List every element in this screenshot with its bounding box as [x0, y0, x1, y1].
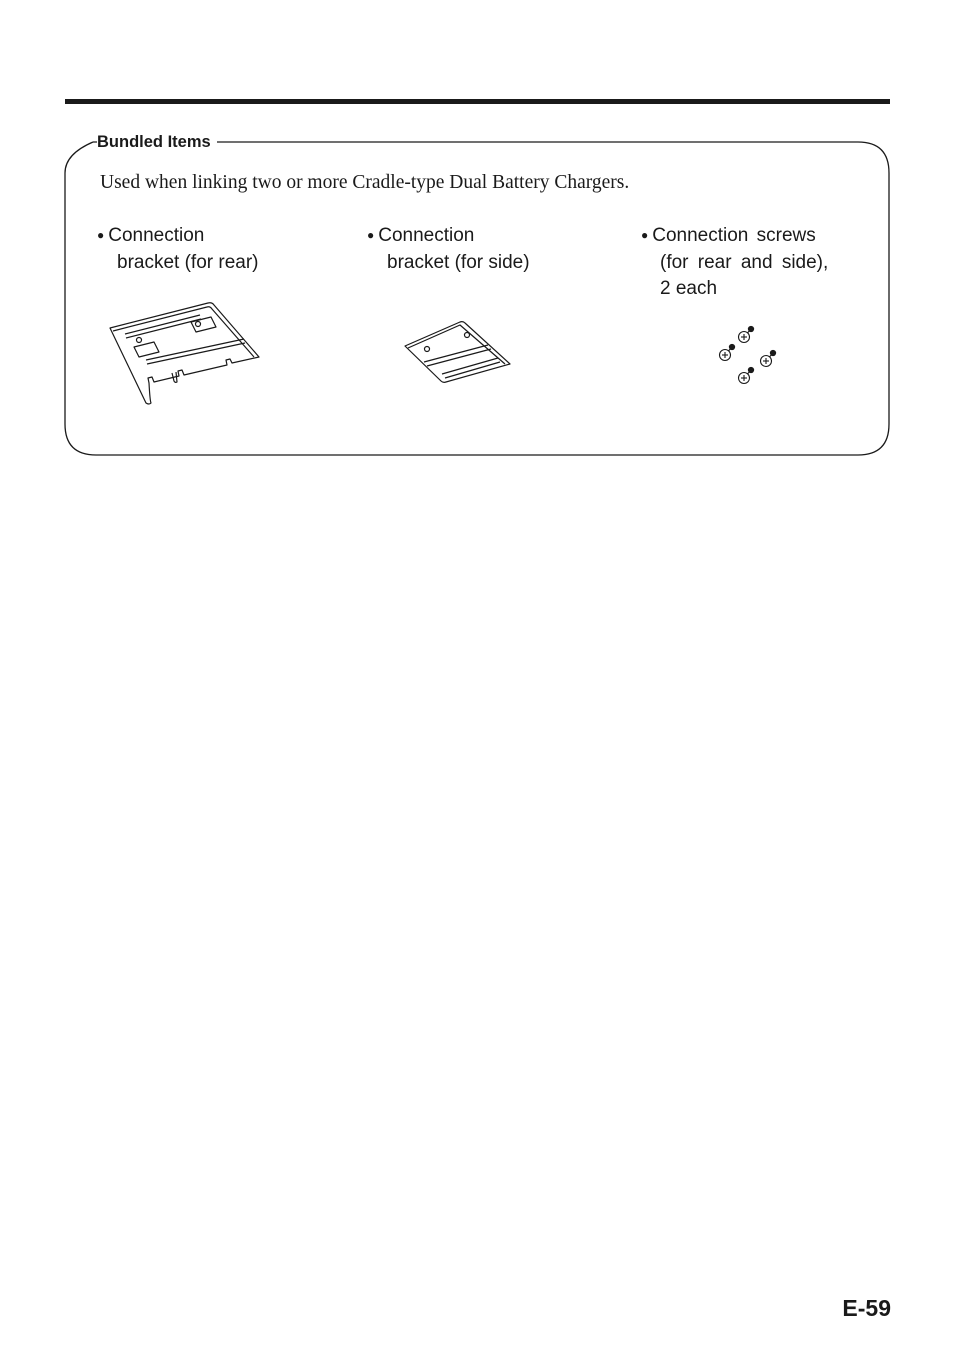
item-label-line2: bracket (for rear)	[117, 252, 259, 273]
screw-icon	[761, 350, 776, 366]
item-label-line1: Connection	[378, 225, 475, 246]
item-label-line3: 2 each	[660, 278, 718, 299]
page-number: E-59	[842, 1295, 891, 1321]
item-connection-screws	[641, 223, 851, 302]
side-bracket-illustration	[400, 318, 515, 386]
item-label-line2: (for rear and side),	[660, 252, 829, 273]
item-label-line1: Connection	[108, 225, 205, 246]
rear-bracket-illustration	[104, 297, 266, 409]
item-rear-bracket	[97, 223, 258, 276]
item-label-line1: Connection screws	[652, 225, 816, 246]
box-title: Bundled Items	[97, 132, 217, 152]
header-rule	[65, 99, 890, 104]
bullet-icon: ●	[641, 228, 649, 242]
screws-illustration	[712, 322, 782, 392]
screw-icon	[739, 367, 754, 383]
screw-icon	[720, 344, 735, 360]
item-side-bracket	[367, 223, 530, 276]
bullet-icon: ●	[97, 228, 105, 242]
intro-text: Used when linking two or more Cradle-type Dual Battery Chargers.	[100, 172, 630, 193]
screw-icon	[739, 326, 754, 342]
item-label-line2: bracket (for side)	[387, 252, 530, 273]
bullet-icon: ●	[367, 228, 375, 242]
